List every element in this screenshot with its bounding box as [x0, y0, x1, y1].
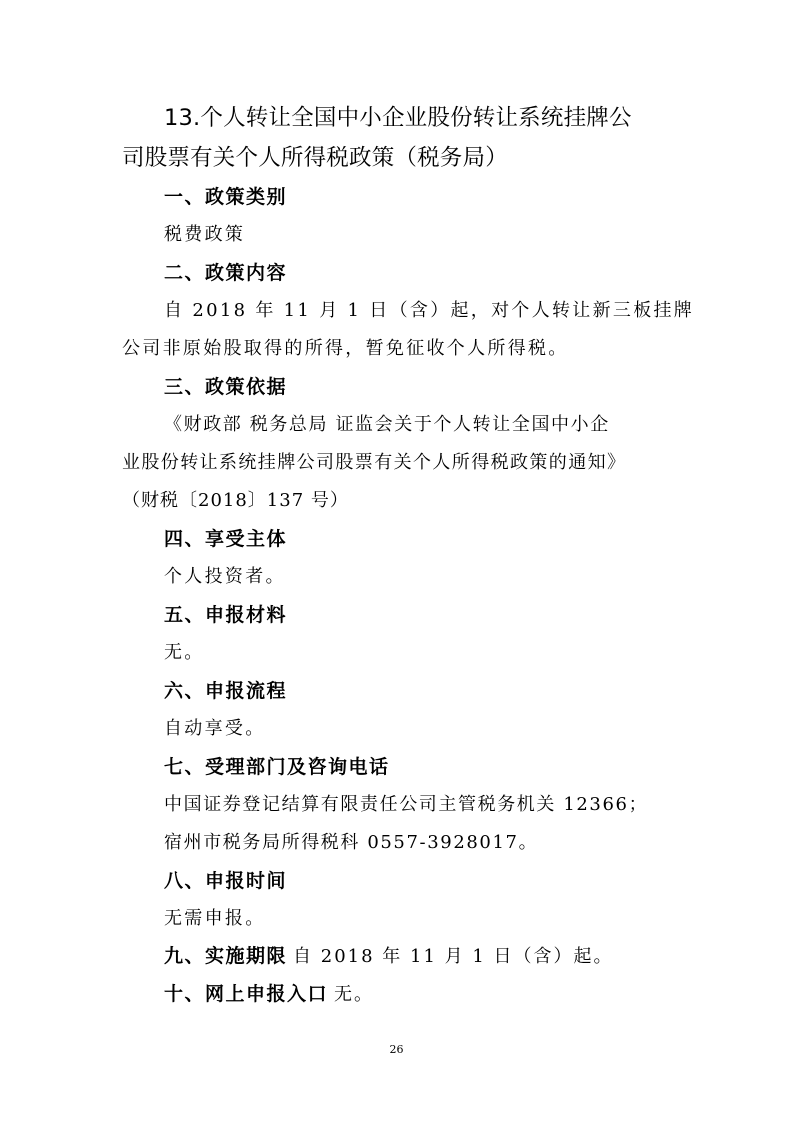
title-line-1: 13.个人转让全国中小企业股份转让系统挂牌公: [164, 105, 632, 131]
policy-basis-line-2: 业股份转让系统挂牌公司股票有关个人所得税政策的通知》: [122, 452, 627, 473]
heading-policy-category: 一、政策类别: [164, 186, 288, 208]
page-number: 26: [389, 1043, 404, 1056]
policy-category-text: 税费政策: [164, 224, 246, 245]
heading-materials: 五、申报材料: [164, 604, 288, 626]
document-title: [122, 98, 682, 178]
department-phone-line-1: 中国证券登记结算有限责任公司主管税务机关 12366；: [164, 794, 649, 815]
materials-text: 无。: [164, 642, 205, 663]
heading-online-entry: 十、网上申报入口: [164, 983, 329, 1005]
heading-process: 六、申报流程: [164, 680, 288, 702]
policy-content-line-2: 公司非原始股取得的所得，暂免征收个人所得税。: [122, 338, 569, 359]
heading-policy-content: 二、政策内容: [164, 262, 288, 284]
policy-basis-line-3: （财税〔2018〕137 号）: [122, 490, 349, 511]
process-text: 自动享受。: [164, 718, 266, 739]
policy-basis-line-1: 《财政部 税务总局 证监会关于个人转让全国中小企: [164, 414, 610, 435]
implementation-period-text: 自 2018 年 11 月 1 日（含）起。: [293, 946, 614, 967]
heading-implementation-period: 九、实施期限: [164, 945, 288, 967]
title-line-2: 司股票有关个人所得税政策（税务局）: [122, 145, 508, 171]
policy-content-line-1: 自 2018 年 11 月 1 日（含）起，对个人转让新三板挂牌: [164, 300, 695, 321]
heading-department-phone: 七、受理部门及咨询电话: [164, 756, 390, 778]
heading-beneficiary: 四、享受主体: [164, 528, 288, 550]
heading-policy-basis: 三、政策依据: [164, 376, 288, 398]
implementation-period-row: [164, 941, 614, 968]
heading-filing-time: 八、申报时间: [164, 870, 288, 892]
filing-time-text: 无需申报。: [164, 908, 266, 929]
online-entry-text: 无。: [334, 984, 375, 1005]
online-entry-row: [164, 979, 374, 1006]
department-phone-line-2: 宿州市税务局所得税科 0557-3928017。: [164, 832, 539, 853]
beneficiary-text: 个人投资者。: [164, 566, 286, 587]
